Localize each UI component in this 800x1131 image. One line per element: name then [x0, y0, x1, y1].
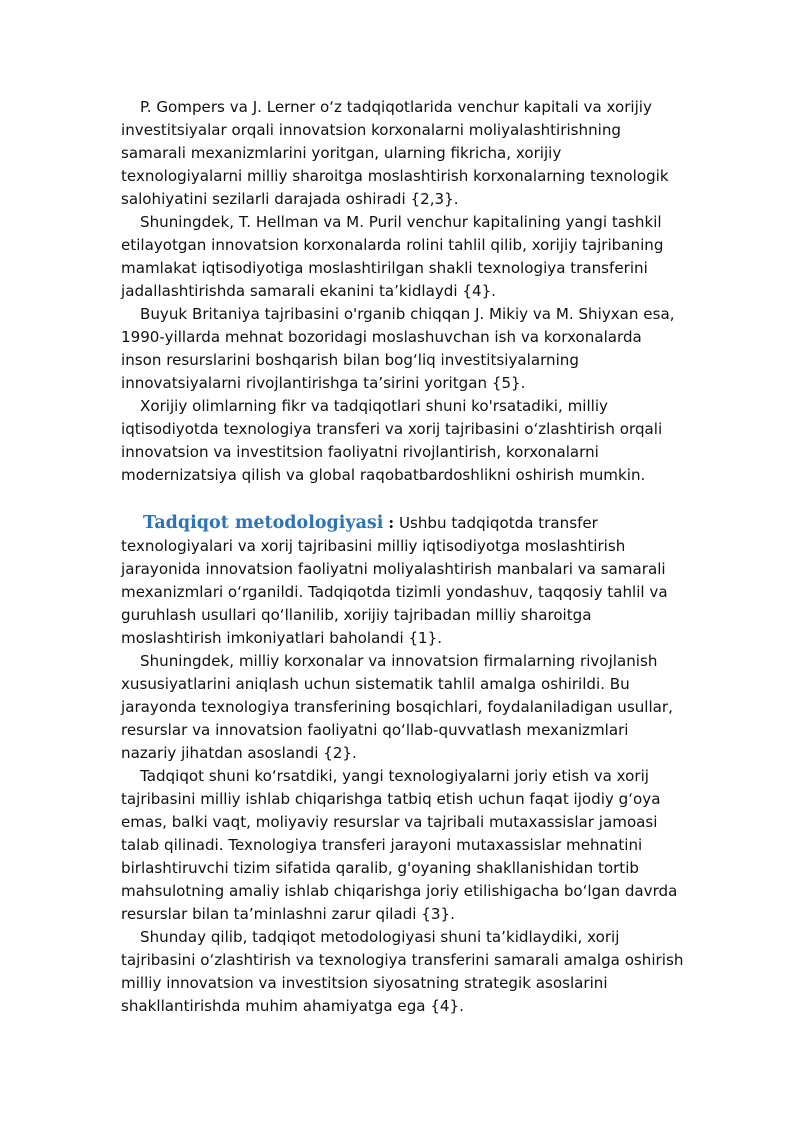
section-heading-methodology: Tadqiqot metodologiyasi: [143, 513, 384, 533]
paragraph-gompers-lerner: P. Gompers va J. Lerner o‘z tadqiqotlarida venchur kapitali va xorijiy investitsiyalar orqali innovatsion korxonalarni moliyalashtirishning samarali mexanizmlarini yoritgan, ularning fikricha, xorijiy texnologiyalarni milliy sharoitga moslashtirish korxonalarning texnologik salohiyatini sezilarli darajada oshiradi {2,3}.: [121, 98, 669, 208]
section-spacer: [121, 487, 687, 511]
paragraph-hellman-puril: Shuningdek, T. Hellman va M. Puril venchur kapitalining yangi tashkil etilayotgan innovatsion korxonalarda rolini tahlil qilib, xorijiy tajribaning mamlakat iqtisodiyotiga moslashtirilgan shakli texnologiya transferini jadallashtirishda samarali ekanini ta’kidlaydi {4}.: [121, 213, 664, 300]
paragraph-foreign-scholars: Xorijiy olimlarning fikr va tadqiqotlari shuni ko'rsatadiki, milliy iqtisodiyotda texnologiya transferi va xorij tajribasini o‘zlashtirish orqali innovatsion va investitsion faoliyatni rivojlantirish, korxonalarni modernizatsiya qilish va global raqobatbardoshlikni oshirish mumkin.: [121, 397, 663, 484]
document-page: [121, 96, 687, 1018]
paragraph-systematic-analysis: Shuningdek, milliy korxonalar va innovatsion firmalarning rivojlanish xususiyatlarini aniqlash uchun sistematik tahlil amalga oshirildi. Bu jarayonda texnologiya transferining bosqichlari, foydalaniladigan usullar, resurslar va innovatsion faoliyatni qo‘llab-quvvatlash mexanizmlari nazariy jihatdan asoslandi {2}.: [121, 652, 673, 762]
methodology-lead-text: Ushbu tadqiqotda transfer texnologiyalari va xorij tajribasini milliy iqtisodiyotga moslashtirish jarayonida innovatsion faoliyatni moliyalashtirish manbalari va samarali mexanizmlari o‘rganildi. Tadqiqotda tizimli yondashuv, taqqosiy tahlil va guruhlash usullari qo‘llanilib, xorijiy tajribadan milliy sharoitga moslashtirish imkoniyatlari baholandi {1}.: [121, 514, 668, 647]
paragraph-uk-experience: Buyuk Britaniya tajribasini o'rganib chiqqan J. Mikiy va M. Shiyxan esa, 1990-yillarda mehnat bozoridagi moslashuvchan ish va korxonalarda inson resurslarini boshqarish bilan bog‘liq investitsiyalarning innovatsiyalarni rivojlantirishga ta’sirini yoritgan {5}.: [121, 305, 675, 392]
methodology-lead-paragraph: [121, 511, 687, 650]
paragraph-research-findings: Tadqiqot shuni ko‘rsatdiki, yangi texnologiyalarni joriy etish va xorij tajribasini milliy ishlab chiqarishga tatbiq etish uchun faqat ijodiy g‘oya emas, balki vaqt, moliyaviy resurslar va tajribali mutaxassislar jamoasi talab qilinadi. Texnologiya transferi jarayoni mutaxassislar mehnatini birlashtiruvchi tizim sifatida qaralib, g'oyaning shakllanishidan tortib mahsulotning amaliy ishlab chiqarishga joriy etilishigacha bo‘lgan davrda resurslar bilan ta’minlashni zarur qiladi {3}.: [121, 767, 678, 923]
paragraph-conclusion: Shunday qilib, tadqiqot metodologiyasi shuni ta’kidlaydiki, xorij tajribasini o‘zlashtirish va texnologiya transferini samarali amalga oshirish milliy innovatsion va investitsion siyosatning strategik asoslarini shakllantirishda muhim ahamiyatga ega {4}.: [121, 928, 684, 1015]
heading-colon: :: [388, 513, 395, 532]
